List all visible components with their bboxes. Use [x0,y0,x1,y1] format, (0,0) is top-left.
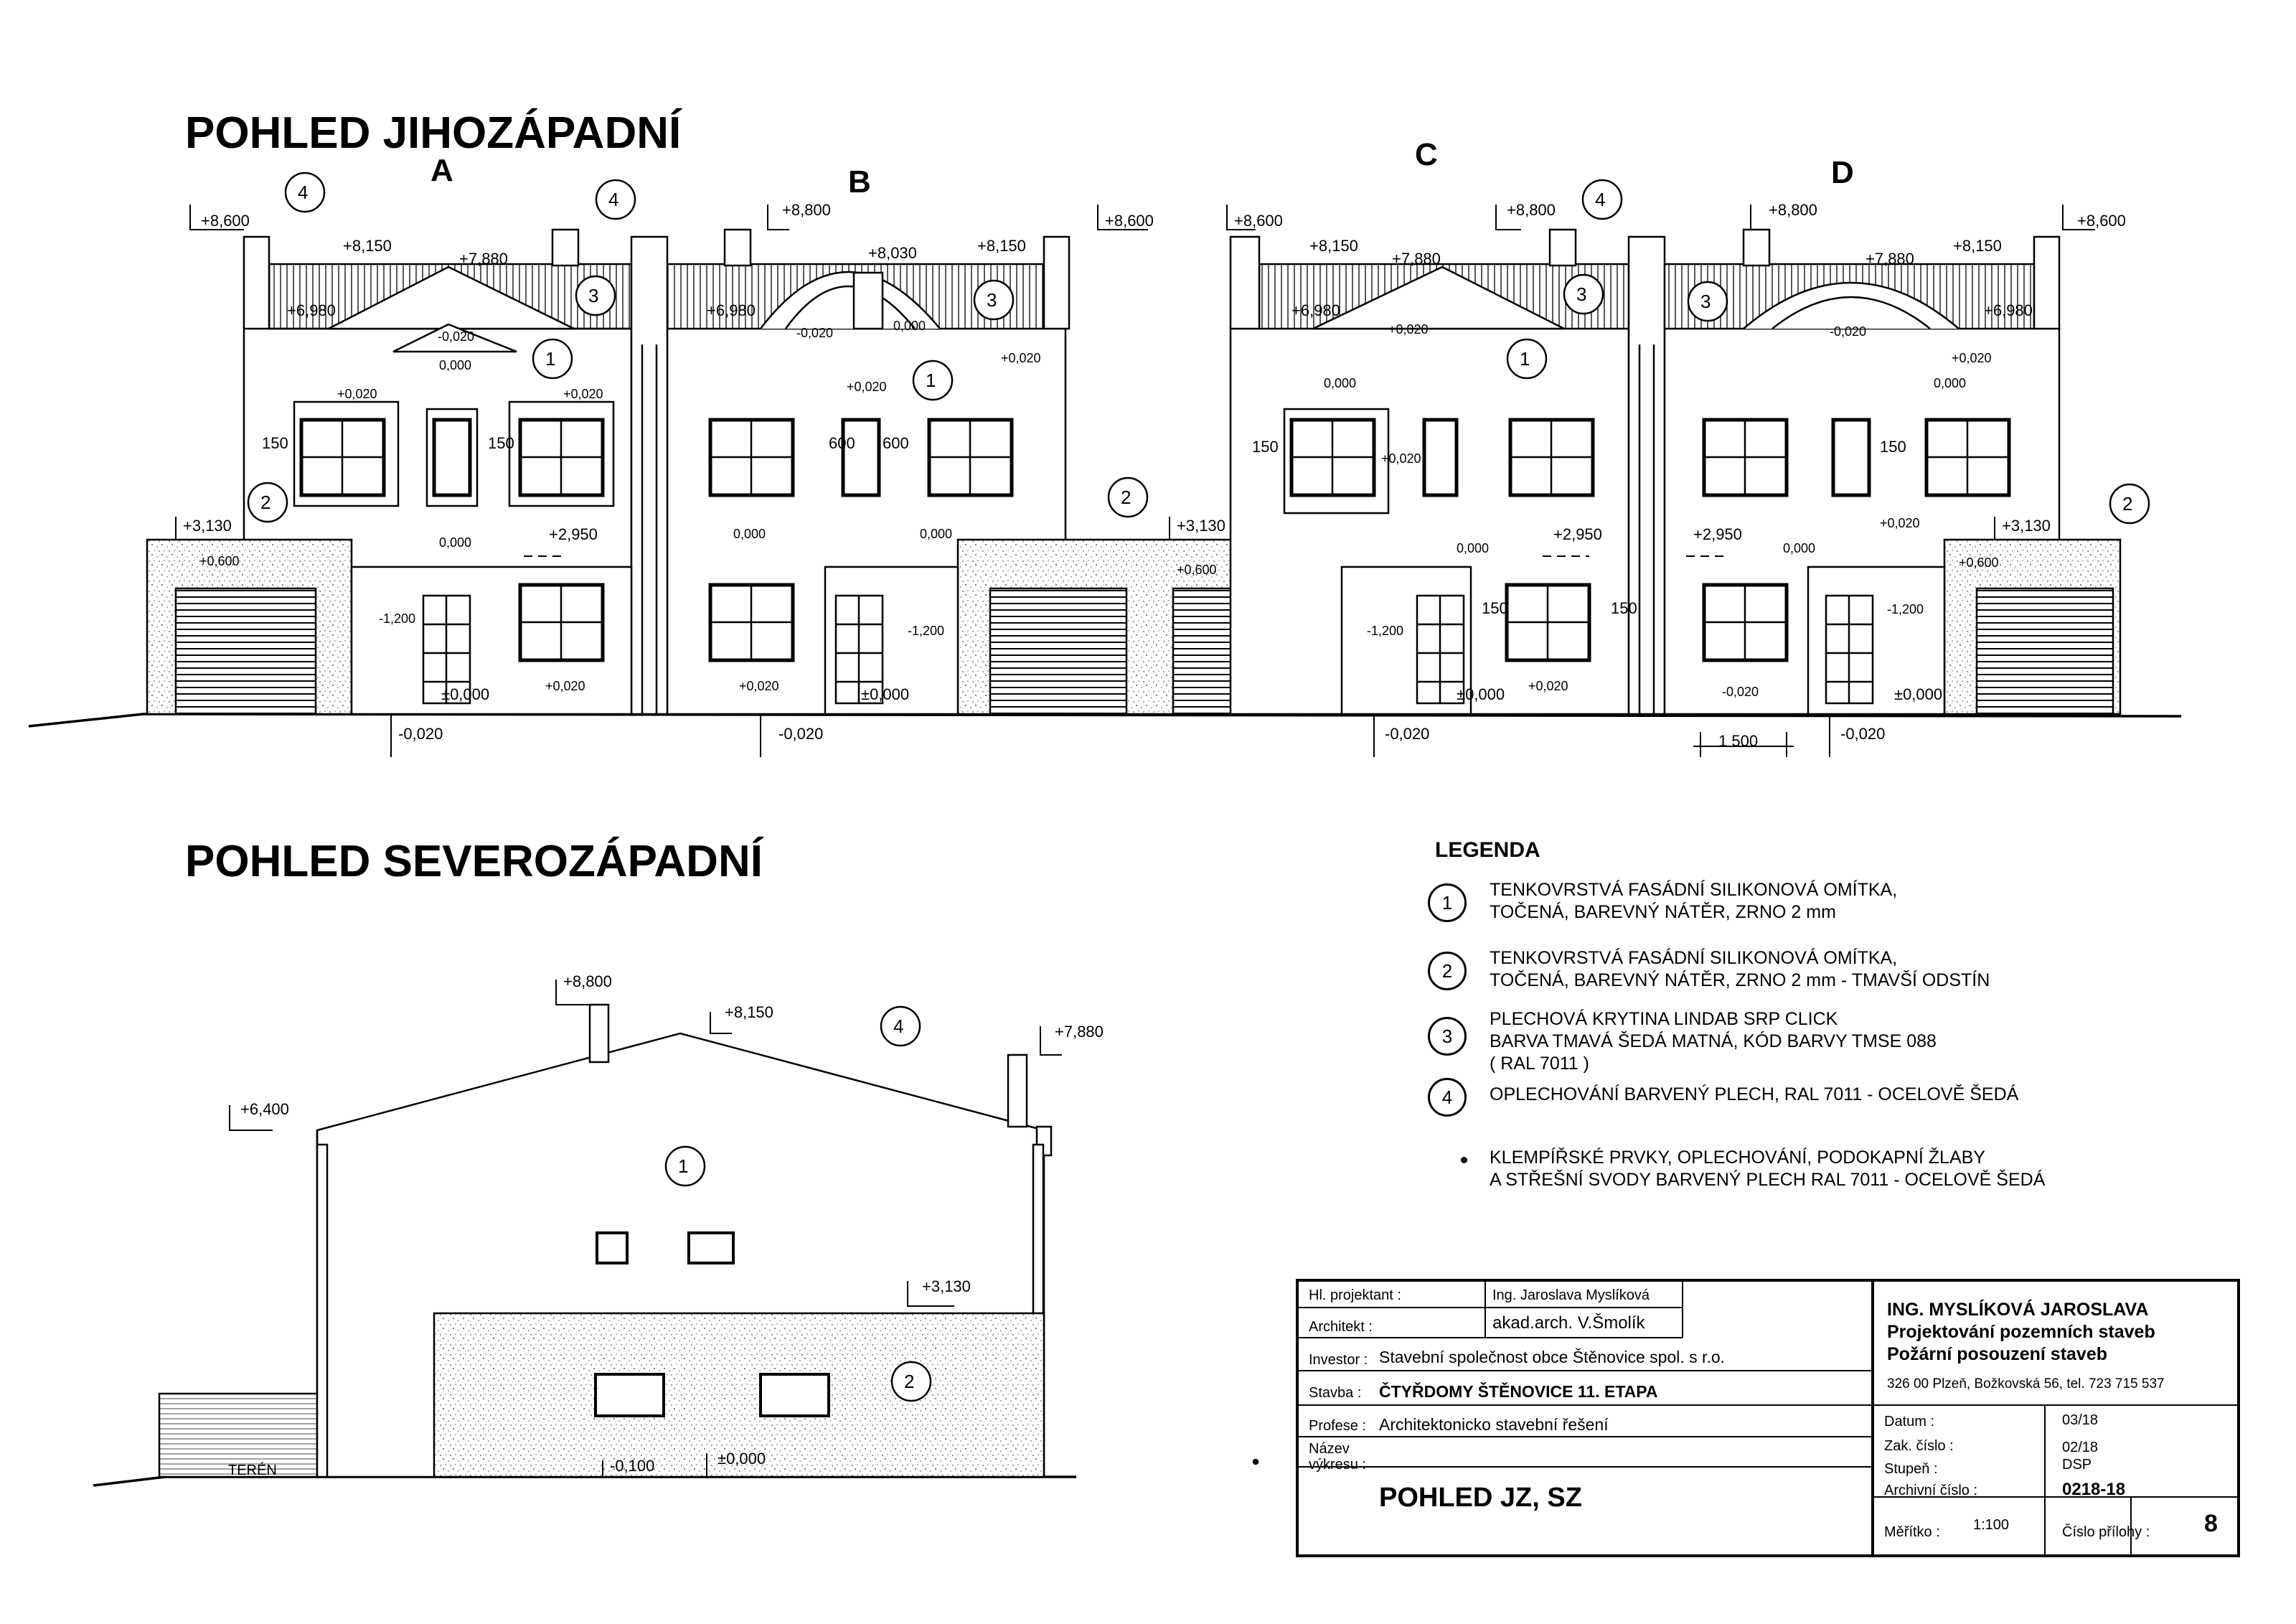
level-label: +6,980 [287,301,336,319]
callout-3: 3 [1700,291,1711,312]
dim-label: 150 [1252,438,1279,456]
company-line: Projektování pozemních staveb [1887,1322,2155,1342]
level-label: +8,800 [1507,201,1556,219]
title-block [1296,1279,2240,1557]
level-label: +8,030 [868,244,917,262]
level-label: +8,600 [201,212,250,230]
legend-text: OPLECHOVÁNÍ BARVENÝ PLECH, RAL 7011 - OCELOVĚ ŠEDÁ [1490,1084,2019,1104]
zak: 02/18 [2062,1440,2099,1455]
datum: 03/18 [2062,1412,2099,1428]
callout-4: 4 [893,1015,904,1037]
zak-label: Zak. číslo : [1884,1438,1954,1454]
legend-number: 3 [1428,1017,1467,1056]
dim-label: 150 [1880,438,1906,456]
stupen: DSP [2062,1457,2092,1473]
company-line: Požární posouzení staveb [1887,1344,2108,1364]
level-label: +8,800 [1769,201,1817,219]
callout-2: 2 [904,1371,915,1392]
level-label: +0,600 [199,554,240,568]
legend-text: PLECHOVÁ KRYTINA LINDAB SRP CLICK [1490,1009,1838,1029]
level-label: -0,020 [1385,725,1430,743]
legend-text: A STŘEŠNÍ SVODY BARVENÝ PLECH RAL 7011 - OCELOVĚ ŠEDÁ [1490,1170,2046,1190]
profese-label: Profese : [1309,1418,1367,1434]
legend-bullet-icon [1461,1157,1467,1163]
level-label: 0,000 [1783,541,1816,555]
company-name: ING. MYSLÍKOVÁ JAROSLAVA [1887,1300,2149,1320]
level-label: +0,020 [563,387,603,401]
callout-4: 4 [298,182,309,203]
callout-4: 4 [1595,189,1606,210]
callout-3: 3 [588,285,599,306]
legend-bullet-text [1490,1147,2045,1191]
level-label: +6,980 [1292,301,1340,319]
datum-label: Datum : [1884,1414,1935,1430]
priloha: 8 [2204,1510,2218,1537]
level-label: 0,000 [439,535,472,550]
level-label: +7,880 [1866,250,1914,268]
architekt: akad.arch. V.Šmolík [1492,1313,1645,1333]
callout-1: 1 [1520,348,1530,370]
stavba-label: Stavba : [1309,1385,1362,1401]
callout-1: 1 [926,370,936,391]
level-label: ±0,000 [718,1450,766,1468]
level-label: -0,020 [778,725,824,743]
dim-label: 150 [488,434,514,452]
level-label: +0,020 [1952,351,1992,365]
stavba: ČTYŘDOMY ŠTĚNOVICE 11. ETAPA [1379,1382,1658,1401]
nazev-label [1309,1441,1366,1473]
level-label: -1,200 [379,611,416,626]
legend-text: BARVA TMAVÁ ŠEDÁ MATNÁ, KÓD BARVY TMSE 088 [1490,1031,1937,1051]
archiv: 0218-18 [2062,1480,2126,1499]
drawing-name: POHLED JZ, SZ [1379,1483,1582,1513]
level-label: ±0,000 [861,685,910,703]
level-label: ±0,000 [1894,685,1943,703]
level-label: +0,020 [1880,516,1920,530]
level-label: +7,880 [1055,1023,1104,1041]
level-label: +0,020 [337,387,377,401]
level-label: +7,880 [1392,250,1441,268]
level-label: 0,000 [733,527,766,541]
level-label: -1,200 [908,624,945,638]
level-label: +8,150 [343,237,392,255]
hl-projektant: Ing. Jaroslava Myslíková [1492,1287,1650,1303]
hl-projektant-label: Hl. projektant : [1309,1287,1401,1303]
level-label: +2,950 [1693,525,1742,543]
profese: Architektonicko stavební řešení [1379,1415,1609,1434]
level-label: +0,600 [1959,555,1999,570]
level-label: +8,800 [563,972,612,990]
level-label: 0,000 [1934,376,1967,390]
legend-text: TENKOVRSTVÁ FASÁDNÍ SILIKONOVÁ OMÍTKA, [1490,948,1898,968]
level-label: +8,150 [725,1003,773,1021]
level-label: +0,020 [1388,322,1429,337]
level-label: +3,130 [1177,517,1225,535]
house-letter-c: C [1415,137,1438,172]
callout-2: 2 [260,492,271,513]
dim-label: 600 [883,434,909,452]
legend-text: TOČENÁ, BAREVNÝ NÁTĚR, ZRNO 2 mm [1490,902,1836,922]
level-label: +7,880 [459,250,508,268]
dim-label: 150 [1482,599,1508,617]
level-label: +2,950 [1553,525,1602,543]
level-label: 0,000 [439,358,472,372]
house-letter-a: A [430,153,453,188]
meritko: 1:100 [1973,1517,2010,1533]
level-label: +8,600 [1105,212,1154,230]
level-label: -0,020 [1830,324,1867,339]
legend-text: TOČENÁ, BAREVNÝ NÁTĚR, ZRNO 2 mm - TMAVŠÍ ODSTÍN [1490,970,1990,990]
level-label: +6,980 [1984,301,2033,319]
level-label: +8,600 [2077,212,2126,230]
level-label: 0,000 [1457,541,1490,555]
level-label: +0,020 [1528,679,1568,693]
callout-1: 1 [545,348,556,370]
investor: Stavební společnost obce Štěnovice spol. s r.o. [1379,1348,1726,1366]
level-label: -0,020 [1840,725,1886,743]
legend-number: 1 [1428,883,1467,922]
level-label: +0,600 [1177,563,1217,577]
level-label: -1,200 [1887,602,1924,616]
callout-2: 2 [2122,493,2133,515]
level-label: +0,020 [1381,451,1421,466]
level-label: +6,400 [240,1100,289,1118]
level-label: -0,020 [398,725,443,743]
level-label: -0,020 [438,329,475,344]
legend-text: ( RAL 7011 ) [1490,1053,1589,1074]
level-label: +0,020 [545,679,585,693]
architekt-label: Architekt : [1309,1319,1373,1335]
nazev-label-line: Název [1309,1441,1350,1457]
priloha-label: Číslo přílohy : [2062,1524,2150,1540]
level-label: +0,020 [1001,351,1041,365]
legend-text: KLEMPÍŘSKÉ PRVKY, OPLECHOVÁNÍ, PODOKAPNÍ ŽLABY [1490,1147,1985,1168]
level-label: 0,000 [920,527,953,541]
level-label: +3,130 [183,517,232,535]
level-label: ±0,000 [441,685,490,703]
teren-label: TERÉN [228,1463,277,1478]
callout-3: 3 [987,289,997,311]
title-sz: POHLED SEVEROZÁPADNÍ [185,837,763,886]
level-label: +3,130 [2002,517,2051,535]
legend-text: TENKOVRSTVÁ FASÁDNÍ SILIKONOVÁ OMÍTKA, [1490,880,1898,900]
legend-number: 2 [1428,952,1467,990]
archiv-label: Archivní číslo : [1884,1483,1978,1498]
house-letter-b: B [848,164,871,200]
investor-label: Investor : [1309,1352,1368,1368]
level-label: +8,150 [1309,237,1358,255]
level-label: +6,980 [707,301,756,319]
dim-label: 1 500 [1718,732,1759,750]
legend-title: LEGENDA [1435,838,1540,862]
company-address: 326 00 Plzeň, Božkovská 56, tel. 723 715 537 [1887,1376,2165,1391]
title-jz: POHLED JIHOZÁPADNÍ [185,108,682,158]
level-label: +8,150 [1953,237,2002,255]
level-label: -0,020 [796,326,834,340]
stupen-label: Stupeň : [1884,1461,1938,1477]
level-label: -0,020 [1722,685,1759,699]
level-label: ±0,000 [1457,685,1505,703]
callout-4: 4 [608,189,619,210]
level-label: -0,100 [610,1457,655,1475]
level-label: +2,950 [549,525,598,543]
level-label: 0,000 [893,319,926,333]
house-letter-d: D [1831,155,1854,190]
callout-2: 2 [1121,487,1131,508]
level-label: +8,150 [977,237,1026,255]
dim-label: 150 [1611,599,1637,617]
level-label: +3,130 [922,1277,971,1295]
company-block [1887,1299,2155,1366]
nazev-label-line: výkresu : [1309,1457,1367,1473]
level-label: +0,020 [847,380,887,394]
level-label: +8,600 [1234,212,1283,230]
callout-1: 1 [678,1155,689,1177]
legend-number: 4 [1428,1078,1467,1117]
meritko-label: Měřítko : [1884,1524,1940,1540]
callout-3: 3 [1576,283,1587,305]
level-label: +8,800 [782,201,831,219]
dim-label: 150 [262,434,288,452]
level-label: +0,020 [739,679,779,693]
level-label: -1,200 [1367,624,1404,638]
dim-label: 600 [829,434,855,452]
level-label: 0,000 [1324,376,1357,390]
